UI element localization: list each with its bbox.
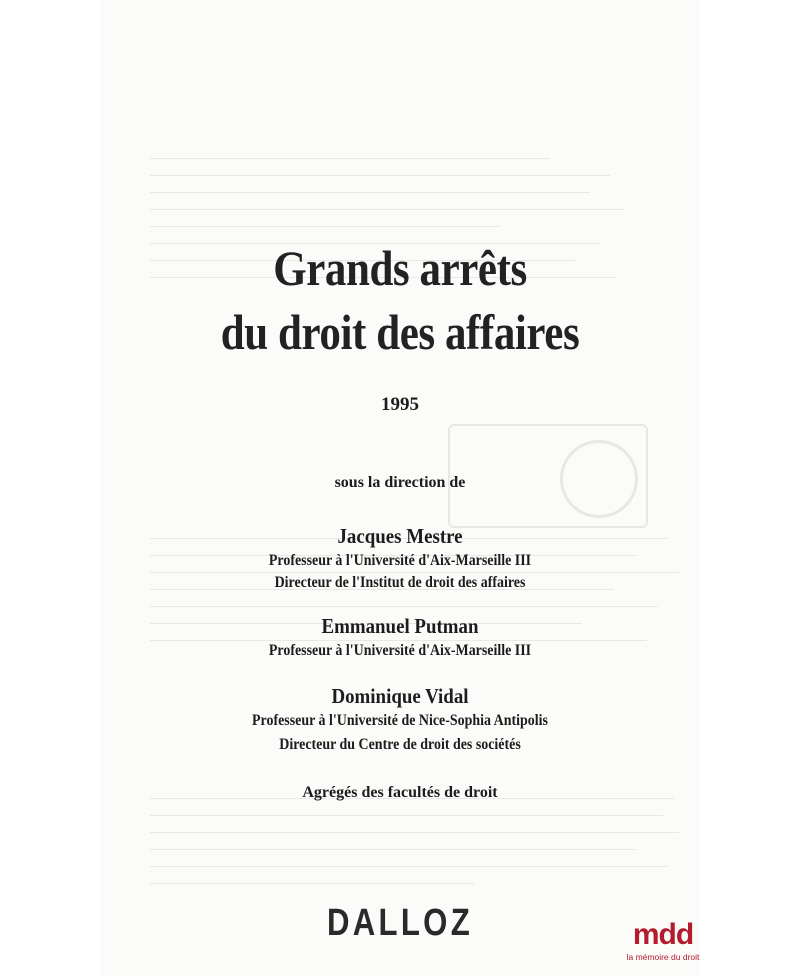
edition-year: 1995 bbox=[381, 394, 419, 415]
author-role: Directeur de l'Institut de droit des affaires bbox=[274, 574, 526, 591]
title-line-1: Grands arrêts bbox=[273, 240, 527, 296]
author-name: Emmanuel Putman bbox=[321, 614, 479, 638]
author-name: Jacques Mestre bbox=[337, 524, 463, 548]
show-through-bottom bbox=[150, 790, 690, 910]
author-name: Dominique Vidal bbox=[331, 684, 469, 708]
author-role: Professeur à l'Université d'Aix-Marseille III bbox=[268, 642, 532, 659]
author-role: Directeur du Centre de droit des sociétés bbox=[279, 736, 521, 753]
mdd-tagline: la mémoire du droit bbox=[626, 952, 700, 962]
publisher-logo: DALLOZ bbox=[326, 902, 474, 944]
direction-label: sous la direction de bbox=[334, 474, 466, 491]
author-role: Professeur à l'Université de Nice-Sophia Antipolis bbox=[252, 712, 548, 729]
credentials: Agrégés des facultés de droit bbox=[302, 784, 498, 801]
mdd-mark: mdd bbox=[632, 918, 694, 951]
author-role: Professeur à l'Université d'Aix-Marseille III bbox=[268, 552, 532, 569]
title-line-2: du droit des affaires bbox=[220, 304, 580, 360]
mdd-logo bbox=[618, 918, 708, 962]
